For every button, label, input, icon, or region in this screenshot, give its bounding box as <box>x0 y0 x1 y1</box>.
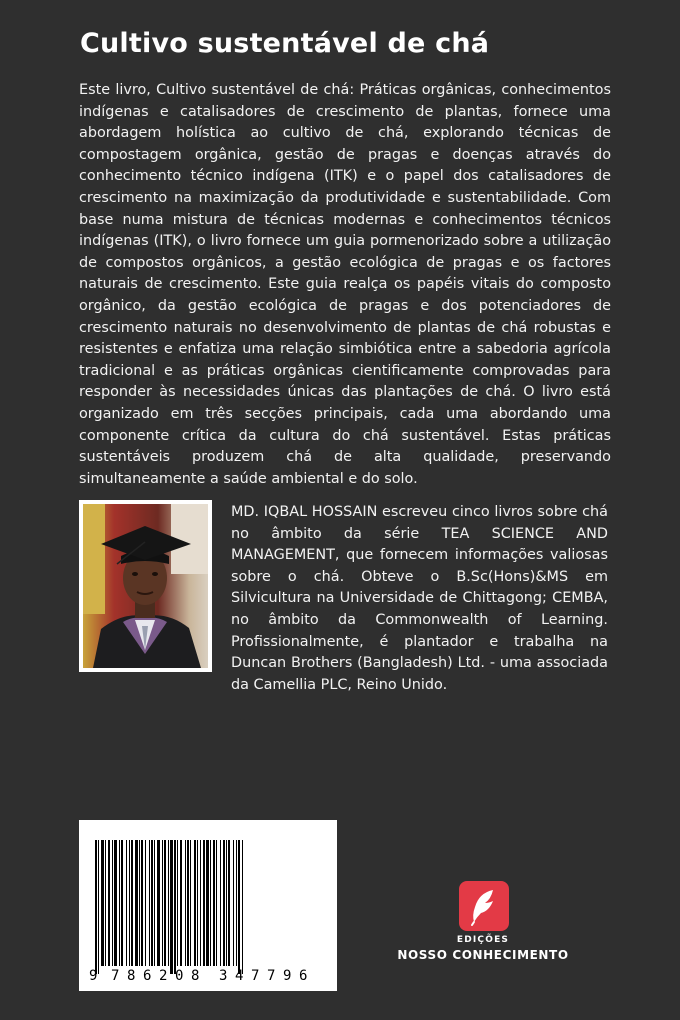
barcode-bar <box>112 840 113 966</box>
barcode-bar <box>139 840 140 966</box>
barcode-bar <box>157 840 160 966</box>
barcode-digit: 0 <box>175 968 184 984</box>
author-bio: MD. IQBAL HOSSAIN escreveu cinco livros sobre chá no âmbito da série TEA SCIENCE AND MANAGEMENT, que fornecem informações valiosas sobre o chá. Obteve o B.Sc(Hons)&MS em Silvicultura na Universidade de Chittagong; CEMBA, no âmbito da Commonwealth of Learning. Profissionalmente, é plantador e trabalha na Duncan Brothers (Bangladesh) Ltd. - uma associada da Camellia PLC, Reino Unido. <box>231 504 608 693</box>
barcode-bar <box>233 840 234 966</box>
barcode-digit: 4 <box>235 968 244 984</box>
barcode-bar <box>210 840 211 966</box>
barcode-bar <box>95 840 97 974</box>
barcode-bar <box>194 840 196 966</box>
barcode-bar <box>145 840 146 966</box>
barcode-bar <box>141 840 143 966</box>
barcode-bar <box>129 840 130 966</box>
barcode-bars <box>79 820 337 991</box>
barcode-bar <box>105 840 106 966</box>
barcode-digit: 6 <box>143 968 152 984</box>
author-photo <box>79 500 212 672</box>
barcode-bar <box>174 840 176 974</box>
barcode-bar <box>216 840 217 966</box>
barcode-bar <box>121 840 123 966</box>
publisher-logo-block <box>396 878 570 968</box>
barcode-bar <box>114 840 117 966</box>
barcode-digit: 7 <box>111 968 120 984</box>
barcode-bar <box>101 840 104 966</box>
barcode-bar <box>203 840 205 966</box>
barcode-bar <box>108 840 110 966</box>
barcode-bar <box>220 840 221 966</box>
barcode-digit: 9 <box>89 968 98 984</box>
barcode-bar <box>164 840 166 966</box>
barcode-digit: 2 <box>159 968 168 984</box>
barcode-bar <box>135 840 138 966</box>
barcode-bar <box>154 840 155 966</box>
barcode-bar <box>185 840 186 966</box>
book-title: Cultivo sustentável de chá <box>80 28 490 59</box>
barcode-bar <box>131 840 133 966</box>
barcode-bar <box>162 840 163 966</box>
barcode-bar <box>170 840 173 974</box>
barcode-bar <box>242 840 243 974</box>
barcode-bar <box>200 840 201 966</box>
isbn-barcode <box>79 820 337 991</box>
barcode-digit: 8 <box>191 968 200 984</box>
barcode-digit: 7 <box>267 968 276 984</box>
publisher-name: NOSSO CONHECIMENTO <box>397 948 569 962</box>
barcode-bar <box>177 840 178 966</box>
barcode-bar <box>149 840 150 966</box>
barcode-bar <box>168 840 169 966</box>
barcode-bar <box>228 840 230 966</box>
book-description: Este livro, Cultivo sustentável de chá: Práticas orgânicas, conhecimentos indígenas e catalisadores de crescimento de plantas, fornece uma abordagem holística ao cultivo de chá, explorando técnicas de compostagem orgânica, gestão de pragas e doenças através do conhecimento técnico indígena (ITK) e o papel dos catalisadores de crescimento na maximização da produtividade e sustentabilidade. Com base numa mistura de técnicas modernas e conhecimentos técnicos indígenas (ITK), o livro fornece um guia pormenorizado sobre a utilização de compostos orgânicos, a gestão ecológica de pragas e os factores naturais de crescimento. Este guia realça os papéis vitais do composto orgânico, da gestão ecológica de pragas e dos potenciadores de crescimento naturais no desenvolvimento de plantas de chá robustas e resistentes e enfatiza uma relação simbiótica entre a sabedoria agrícola tradicional e as práticas orgânicas cientificamente comprovadas para responder às necessidades únicas das plantações de chá. O livro está organizado em três secções principais, cada uma abordando uma componente crítica da cultura do chá sustentável. Estas práticas sustentáveis produzem chá de alta qualidade, preservando simultaneamente a saúde ambiental e do solo. <box>79 82 611 487</box>
barcode-bar <box>226 840 227 966</box>
barcode-bar <box>238 840 240 974</box>
barcode-digit: 6 <box>299 968 308 984</box>
barcode-bar <box>190 840 191 966</box>
barcode-bar <box>223 840 225 966</box>
barcode-bar <box>98 840 99 974</box>
barcode-bar <box>236 840 237 966</box>
author-portrait-image <box>83 504 208 668</box>
barcode-bar <box>187 840 189 966</box>
barcode-digit: 8 <box>127 968 136 984</box>
barcode-digit: 9 <box>283 968 292 984</box>
barcode-bar <box>213 840 215 966</box>
barcode-bar <box>126 840 127 966</box>
barcode-digit: 3 <box>219 968 228 984</box>
barcode-bar <box>206 840 209 966</box>
quill-feather-icon <box>459 881 509 931</box>
barcode-bar <box>119 840 120 966</box>
barcode-bar <box>180 840 182 966</box>
barcode-bar <box>151 840 153 966</box>
publisher-label-small: EDIÇÕES <box>456 935 510 945</box>
barcode-digit: 7 <box>251 968 260 984</box>
publisher-logo <box>459 881 509 931</box>
barcode-bar <box>197 840 198 966</box>
